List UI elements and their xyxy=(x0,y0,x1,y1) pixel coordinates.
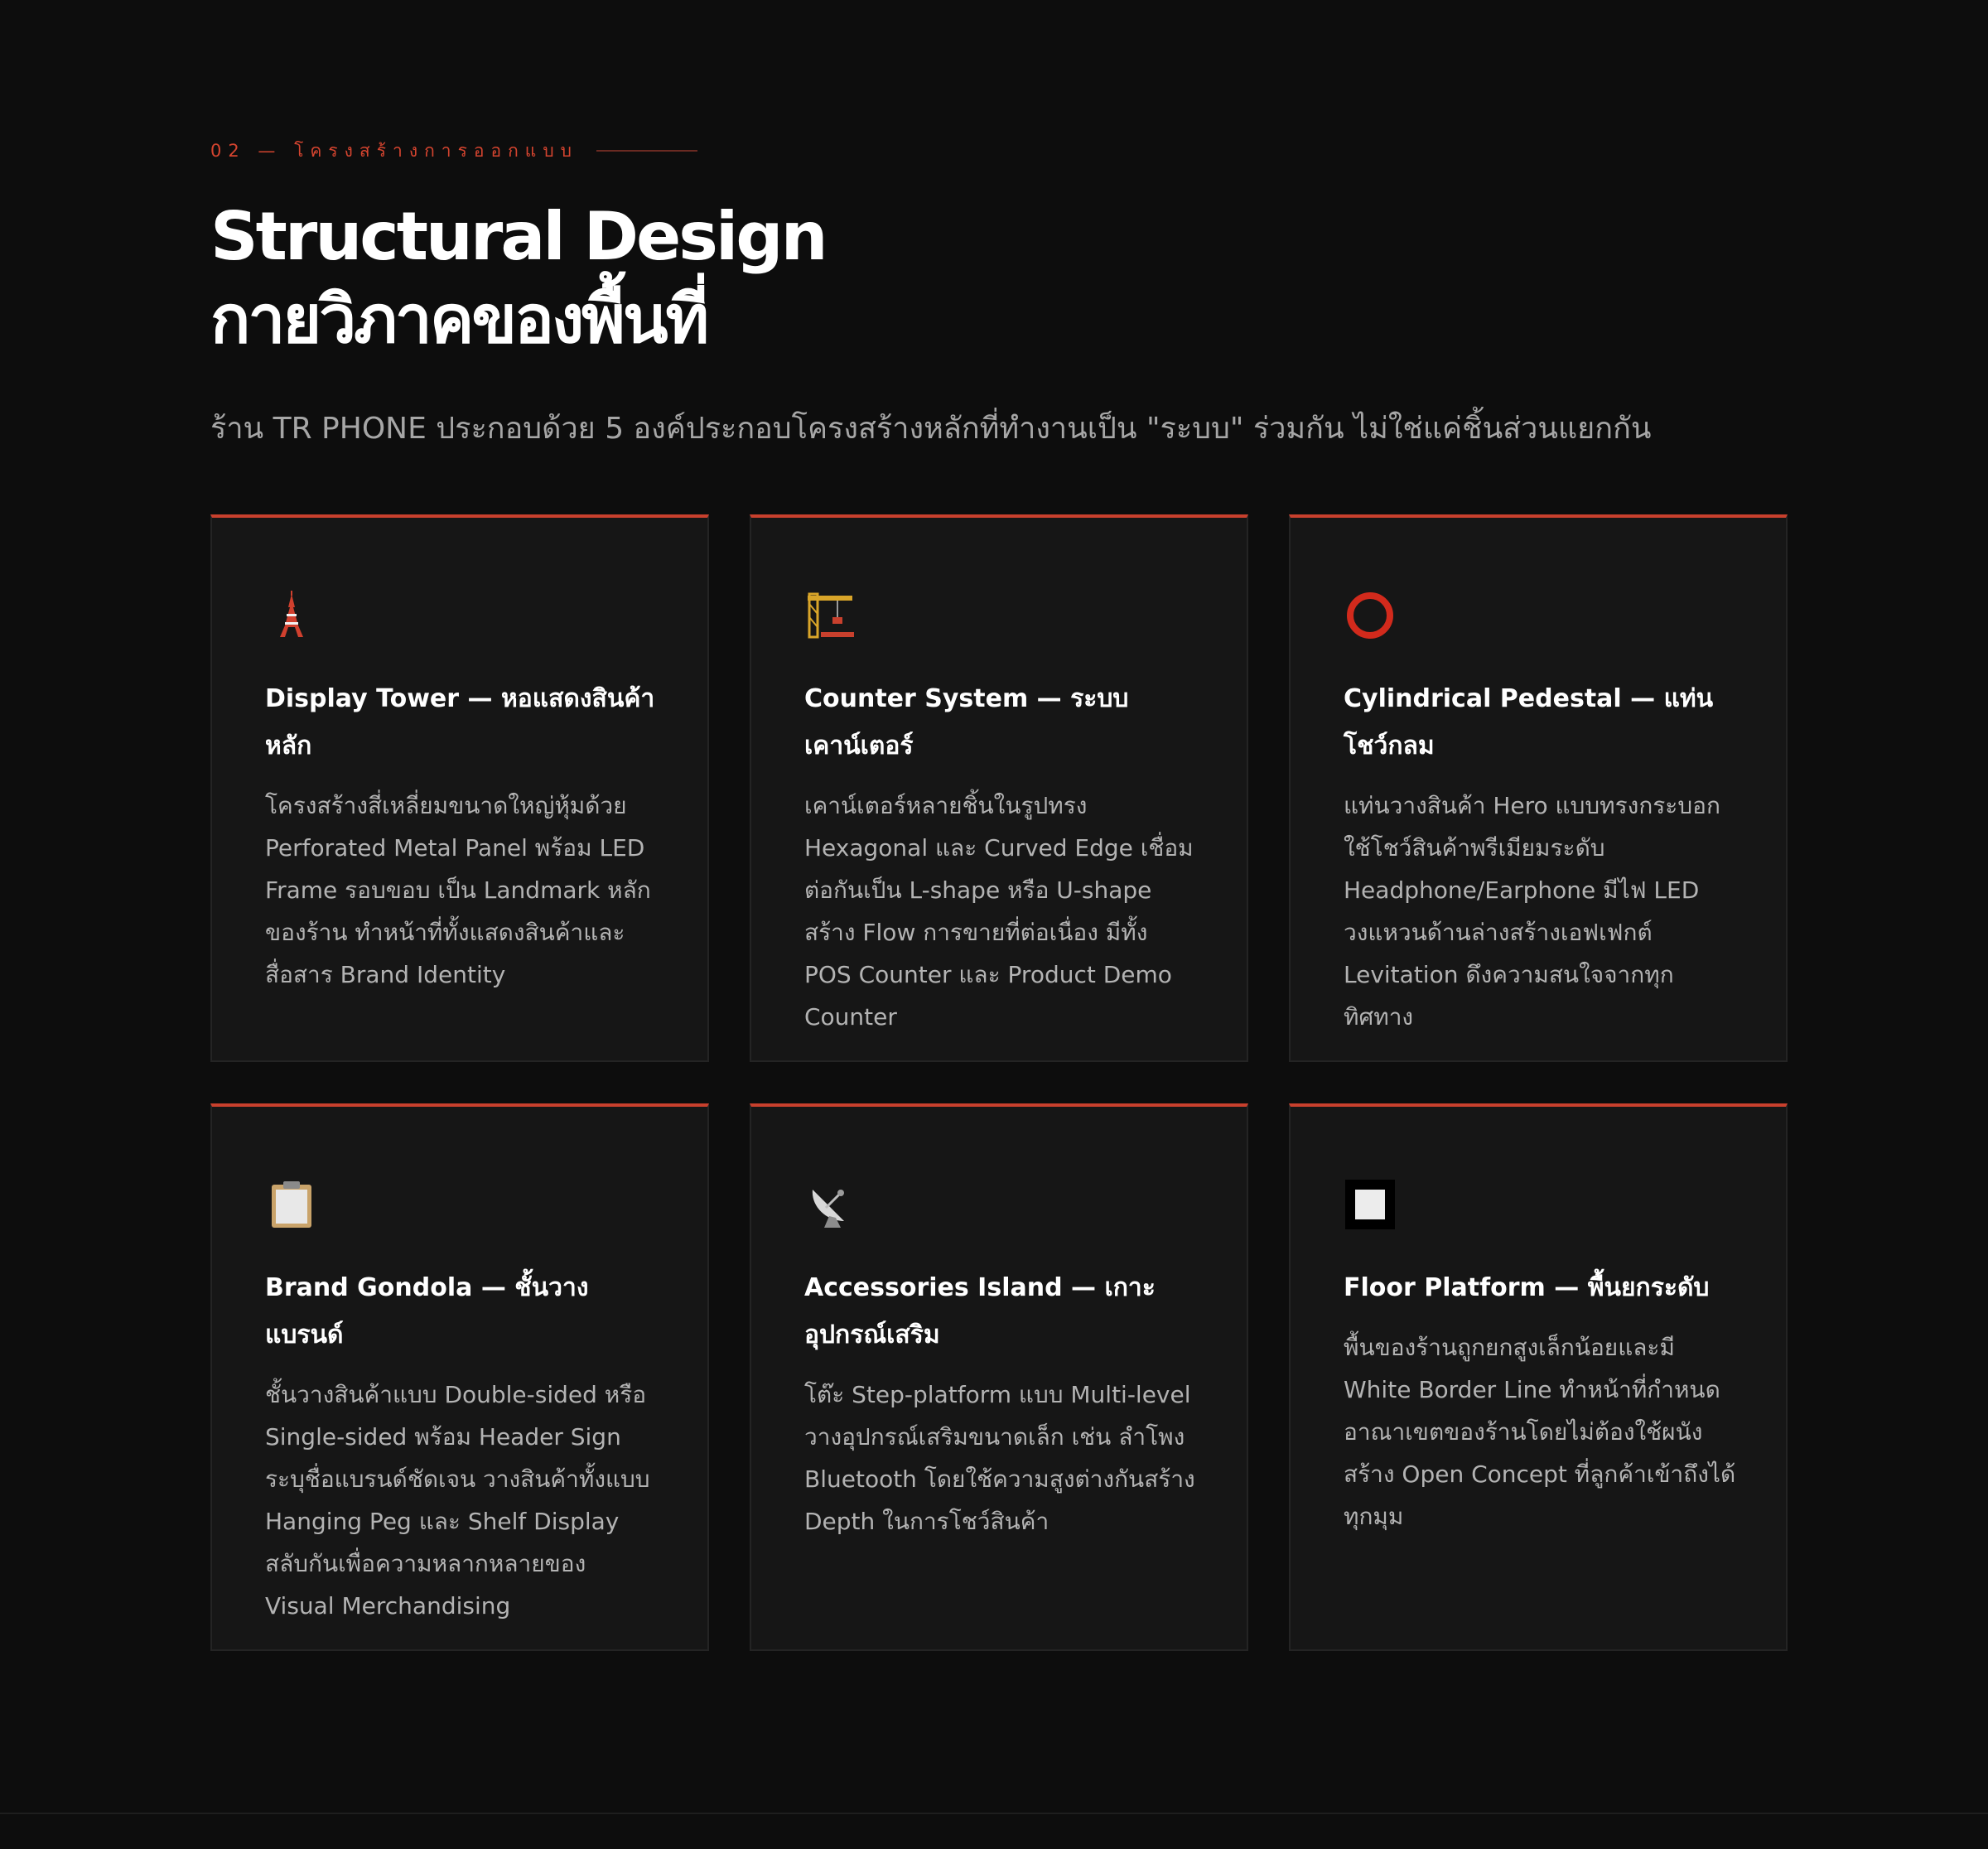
card-description: แท่นวางสินค้า Hero แบบทรงกระบอก ใช้โชว์สินค้าพรีเมียมระดับ Headphone/Earphone มีไฟ LED วงแหวนด้านล่างสร้างเอฟเฟกต์ Levitation ดึงความสนใจจากทุกทิศทาง xyxy=(1344,792,1720,1031)
card-description: ชั้นวางสินค้าแบบ Double-sided หรือ Single-sided พร้อม Header Sign ระบุชื่อแบรนด์ชัดเจน วางสินค้าทั้งแบบ Hanging Peg และ Shelf Display สลับกันเพื่อความหลากหลายของ Visual Merchandising xyxy=(265,1381,650,1620)
crane-icon xyxy=(804,589,857,642)
square-button-icon xyxy=(1344,1178,1397,1231)
card-title: Counter System — ระบบเคาน์เตอร์ xyxy=(804,684,1129,760)
card-display-tower xyxy=(210,514,709,1062)
structure-card-grid xyxy=(210,514,1788,1651)
section-intro: ร้าน TR PHONE ประกอบด้วย 5 องค์ประกอบโครงสร้างหลักที่ทำงานเป็น "ระบบ" ร่วมกัน ไม่ใช่แค่ชิ้นส่วนแยกกัน xyxy=(210,412,1652,446)
card-counter-system xyxy=(750,514,1248,1062)
structural-design-section xyxy=(210,139,1788,447)
card-accessories-island xyxy=(750,1103,1248,1651)
card-title: Cylindrical Pedestal — แท่นโชว์กลม xyxy=(1344,684,1714,760)
title-line-thai: กายวิภาคของพื้นที่ xyxy=(210,281,707,358)
clipboard-icon xyxy=(265,1178,318,1231)
card-description: โต๊ะ Step-platform แบบ Multi-level วางอุปกรณ์เสริมขนาดเล็ก เช่น ลำโพง Bluetooth โดยใช้ความสูงต่างกันสร้าง Depth ในการโชว์สินค้า xyxy=(804,1381,1195,1535)
card-floor-platform xyxy=(1289,1103,1788,1651)
title-line-english: Structural Design xyxy=(210,198,826,275)
footer-divider xyxy=(0,1813,1988,1814)
card-description: พื้นของร้านถูกยกสูงเล็กน้อยและมี White Border Line ทำหน้าที่กำหนดอาณาเขตของร้านโดยไม่ต้องใช้ผนัง สร้าง Open Concept ที่ลูกค้าเข้าถึงได้ทุกมุม xyxy=(1344,1334,1736,1530)
card-brand-gondola xyxy=(210,1103,709,1651)
satellite-dish-icon xyxy=(804,1178,857,1231)
eyebrow-label: 02 — โครงสร้างการออกแบบ xyxy=(210,140,578,161)
card-cylindrical-pedestal xyxy=(1289,514,1788,1062)
card-title: Floor Platform — พื้นยกระดับ xyxy=(1344,1273,1710,1302)
eyebrow-divider xyxy=(596,150,697,152)
card-description: เคาน์เตอร์หลายชิ้นในรูปทรง Hexagonal และ Curved Edge เชื่อมต่อกันเป็น L-shape หรือ U-shape สร้าง Flow การขายที่ต่อเนื่อง มีทั้ง POS Counter และ Product Demo Counter xyxy=(804,792,1194,1031)
tower-icon xyxy=(265,589,318,642)
card-title: Accessories Island — เกาะอุปกรณ์เสริม xyxy=(804,1273,1156,1349)
card-description: โครงสร้างสี่เหลี่ยมขนาดใหญ่หุ้มด้วย Perforated Metal Panel พร้อม LED Frame รอบขอบ เป็น Landmark หลักของร้าน ทำหน้าที่ทั้งแสดงสินค้าและสื่อสาร Brand Identity xyxy=(265,792,651,988)
card-title: Display Tower — หอแสดงสินค้าหลัก xyxy=(265,684,655,760)
section-title xyxy=(210,196,1788,361)
ring-icon xyxy=(1344,589,1397,642)
card-title: Brand Gondola — ชั้นวางแบรนด์ xyxy=(265,1273,589,1349)
section-eyebrow xyxy=(210,139,1788,162)
